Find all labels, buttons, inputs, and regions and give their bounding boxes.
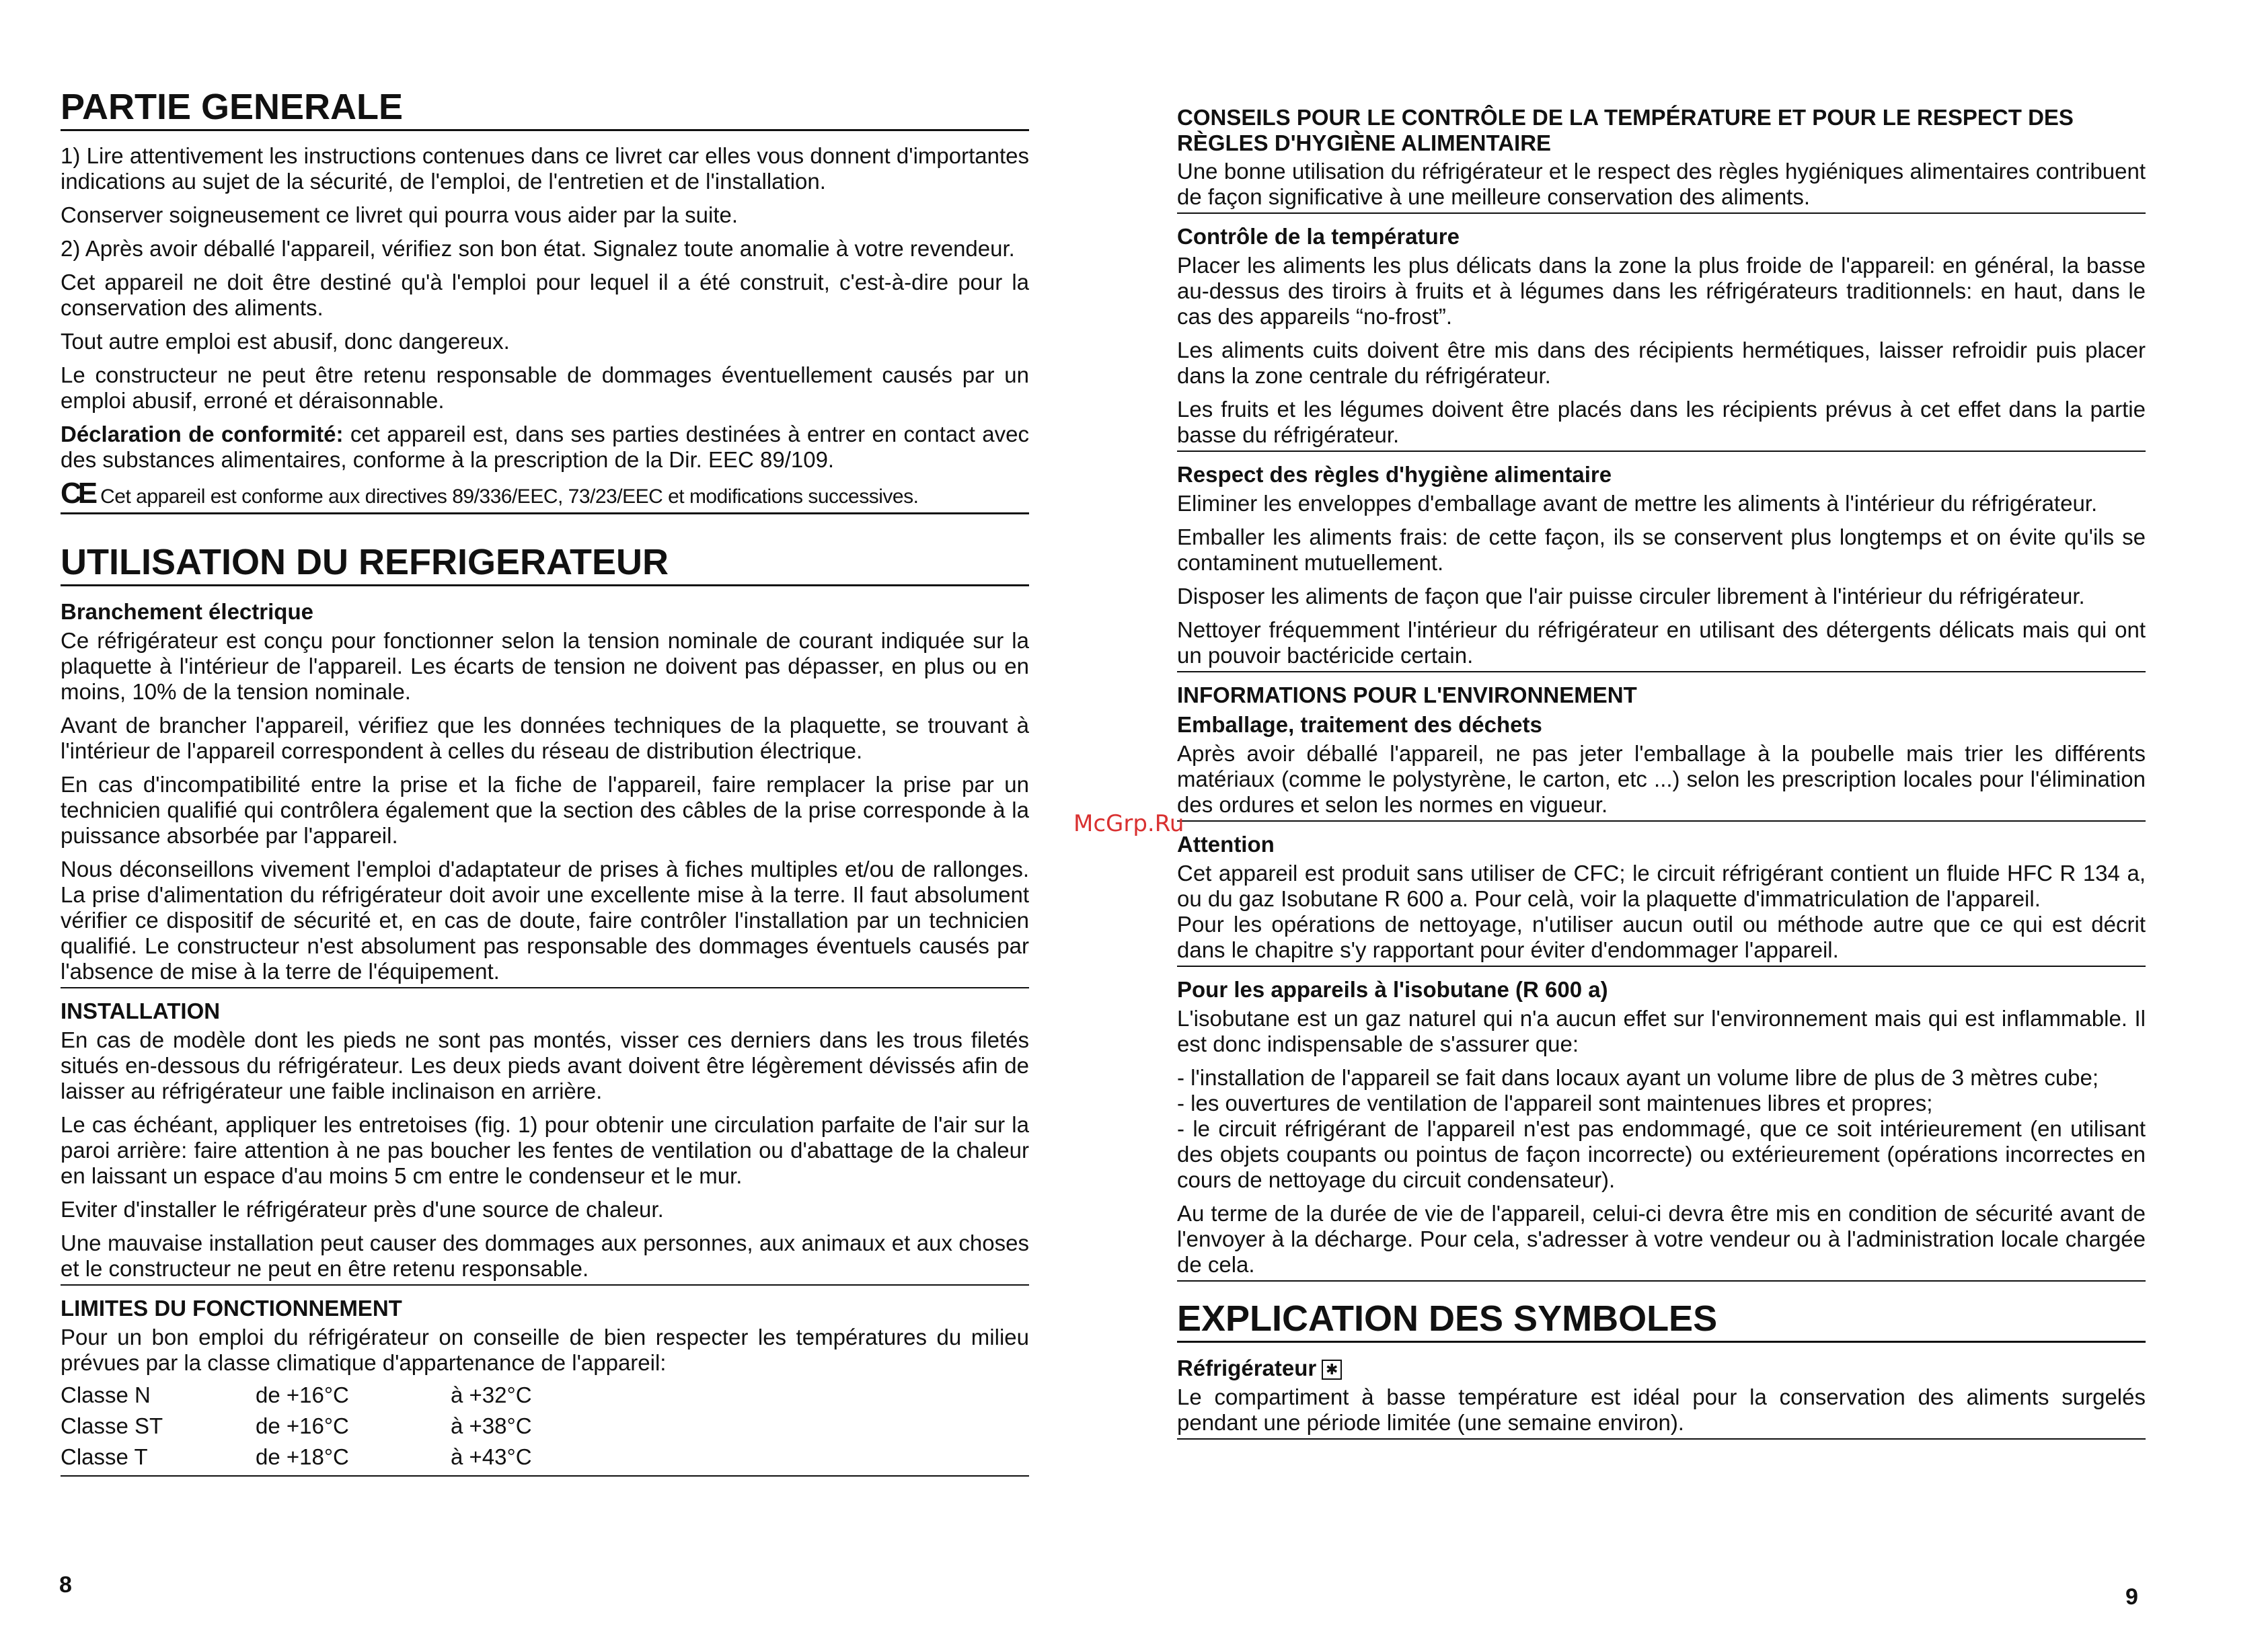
subsection-title-attention: Attention: [1177, 832, 1275, 857]
paragraph: Emballer les aliments frais: de cette façon, ils se conservent plus longtemps et on évite qu'ils se contaminent mutuellement.: [1177, 524, 2146, 575]
paragraph: Les fruits et les légumes doivent être placés dans les récipients prévus à cet effet dans la partie basse du réfrigérateur.: [1177, 397, 2146, 447]
class-from: de +16°C: [256, 1382, 349, 1407]
page-number-right: 9: [2125, 1584, 2138, 1610]
right-page: [1177, 0, 2146, 1449]
subsection-title-limites: LIMITES DU FONCTIONNEMENT: [61, 1296, 402, 1321]
class-name: Classe ST: [61, 1413, 163, 1438]
paragraph: Disposer les aliments de façon que l'air puisse circuler librement à l'intérieur du réfrigérateur.: [1177, 584, 2085, 609]
left-page: [61, 0, 1029, 1486]
paragraph: Les aliments cuits doivent être mis dans des récipients hermétiques, laisser refroidir puis placer dans la zone centrale du réfrigérateur.: [1177, 338, 2146, 388]
section-title-partie-generale: PARTIE GENERALE: [61, 86, 1029, 131]
paragraph: Nous déconseillons vivement l'emploi d'adaptateur de prises à fiches multiples et/ou de rallonges. La prise d'alimentation du réfrigérateur doit avoir une excellente mise à la terre. Il faut absolument vérifier ce dispositif de sécurité et, en cas de doute, faire contrôler l'installation par un technicien qualifié. Le constructeur n'est absolument pas responsable des dommages éventuels causés par l'absence de mise à la terre de l'équipement.: [61, 857, 1029, 984]
bullet-item: - les ouvertures de ventilation de l'appareil sont maintenues libres et propres;: [1177, 1091, 1933, 1116]
subsection-title-branchement: Branchement électrique: [61, 599, 313, 624]
class-to: à +43°C: [451, 1444, 532, 1469]
ce-notice: [61, 477, 1029, 514]
divider: [61, 1475, 1029, 1477]
class-name: Classe N: [61, 1382, 151, 1407]
table-row: [61, 1442, 532, 1473]
bullet-item: - l'installation de l'appareil se fait dans locaux ayant un volume libre de plus de 3 mètres cube;: [1177, 1065, 2099, 1090]
paragraph: Cet appareil ne doit être destiné qu'à l'emploi pour lequel il a été construit, c'est-à-dire pour la conservation des aliments.: [61, 270, 1029, 320]
watermark: McGrp.Ru: [1073, 810, 1184, 837]
declaration-text: cet appareil est, dans ses parties destinées à entrer en contact avec des substances alimentaires, conforme à la prescription de la Dir. EEC 89/109.: [61, 422, 1030, 472]
paragraph: Ce réfrigérateur est conçu pour fonctionner selon la tension nominale de courant indiquée sur la plaquette à l'intérieur de l'appareil. Les écarts de tension ne doivent pas dépasser, en plus ou en moins, 10% de la tension nominale.: [61, 628, 1029, 704]
class-to: à +32°C: [451, 1382, 532, 1407]
paragraph: Pour les opérations de nettoyage, n'utiliser aucun outil ou méthode autre que ce qui est décrit dans le chapitre s'y rapportant pour éviter d'endommager l'appareil.: [1177, 912, 2146, 962]
divider: [1177, 966, 2146, 967]
class-from: de +18°C: [256, 1444, 349, 1469]
paragraph: L'isobutane est un gaz naturel qui n'a aucun effet sur l'environnement mais qui est inflammable. Il est donc indispensable de s'assurer que:: [1177, 1006, 2146, 1056]
divider: [1177, 820, 2146, 822]
paragraph: Au terme de la durée de vie de l'appareil, celui-ci devra être mis en condition de sécurité avant de l'envoyer à la décharge. Pour cela, s'adresser à votre vendeur ou à l'administration locale chargée de cela.: [1177, 1201, 2146, 1277]
ce-mark-icon: CE: [61, 477, 94, 510]
paragraph: Cet appareil est produit sans utiliser de CFC; le circuit réfrigérant contient un fluide HFC R 134 a, ou du gaz Isobutane R 600 a. Pour celà, voir la plaquette d'immatriculation de l'appareil.: [1177, 861, 2146, 911]
subsection-title-installation: INSTALLATION: [61, 999, 221, 1023]
divider: [1177, 212, 2146, 214]
paragraph: Une bonne utilisation du réfrigérateur et le respect des règles hygiéniques alimentaires contribuent de façon significative à une meilleure conservation des aliments.: [1177, 159, 2146, 209]
class-to: à +38°C: [451, 1413, 532, 1438]
paragraph: En cas d'incompatibilité entre la prise et la fiche de l'appareil, faire remplacer la prise par un technicien qualifié qui contrôlera également que la section des câbles de la prise corresponde à la puissance absorbée par l'appareil.: [61, 772, 1029, 848]
declaration-conformite: [61, 422, 1029, 473]
paragraph: Une mauvaise installation peut causer des dommages aux personnes, aux animaux et aux choses et le constructeur ne peut en être retenu responsable.: [61, 1230, 1029, 1281]
paragraph: En cas de modèle dont les pieds ne sont pas montés, visser ces derniers dans les trous filetés situés en-dessous du réfrigérateur. Les deux pieds avant doivent être légèrement dévissés afin de laisser au réfrigérateur une faible inclinaison en arrière.: [61, 1027, 1029, 1103]
paragraph: Pour un bon emploi du réfrigérateur on conseille de bien respecter les températures du milieu prévues par la classe climatique d'appartenance de l'appareil:: [61, 1325, 1029, 1375]
section-title-conseils: CONSEILS POUR LE CONTRÔLE DE LA TEMPÉRATURE ET POUR LE RESPECT DES RÈGLES D'HYGIÈNE ALIMENTAIRE: [1177, 105, 2074, 155]
subsection-title-hygiene: Respect des règles d'hygiène alimentaire: [1177, 462, 1612, 487]
divider: [61, 987, 1029, 988]
paragraph: Conserver soigneusement ce livret qui pourra vous aider par la suite.: [61, 202, 739, 227]
paragraph: Le constructeur ne peut être retenu responsable de dommages éventuellement causés par un emploi abusif, erroné et déraisonnable.: [61, 362, 1029, 413]
declaration-label: Déclaration de conformité:: [61, 422, 344, 446]
table-row: [61, 1380, 532, 1411]
subsection-title-isobutane: Pour les appareils à l'isobutane (R 600 a): [1177, 977, 1608, 1002]
subsection-title-emballage: Emballage, traitement des déchets: [1177, 712, 1542, 737]
section-title-symboles: EXPLICATION DES SYMBOLES: [1177, 1298, 2146, 1343]
ce-text: Cet appareil est conforme aux directives 89/336/EEC, 73/23/EEC et modifications successives.: [100, 485, 919, 508]
section-title-environnement: INFORMATIONS POUR L'ENVIRONNEMENT: [1177, 682, 1637, 707]
paragraph: Le compartiment à basse température est idéal pour la conservation des aliments surgelés pendant une période limitée (une semaine environ).: [1177, 1384, 2146, 1435]
paragraph: Placer les aliments les plus délicats dans la zone la plus froide de l'appareil: en général, la basse au-dessus des tiroirs à fruits et à légumes dans les réfrigérateurs traditionnels: en haut, dans le cas des appareils “no-frost”.: [1177, 253, 2146, 329]
paragraph: Avant de brancher l'appareil, vérifiez que les données techniques de la plaquette, se trouvant à l'intérieur de l'appareil correspondent à celles du réseau de distribution électrique.: [61, 713, 1029, 763]
class-from: de +16°C: [256, 1413, 349, 1438]
section-title-utilisation: UTILISATION DU REFRIGERATEUR: [61, 541, 1029, 586]
paragraph: Tout autre emploi est abusif, donc dangereux.: [61, 329, 510, 354]
table-row: [61, 1411, 532, 1442]
class-name: Classe T: [61, 1444, 148, 1469]
refrigerateur-label: Réfrigérateur: [1177, 1356, 1317, 1380]
subsection-title-controle: Contrôle de la température: [1177, 224, 1460, 249]
climate-class-table: [61, 1380, 532, 1473]
divider: [1177, 1438, 2146, 1440]
paragraph: 2) Après avoir déballé l'appareil, vérifiez son bon état. Signalez toute anomalie à votre revendeur.: [61, 236, 1015, 261]
page-number-left: 8: [59, 1572, 72, 1598]
bullet-item: - le circuit réfrigérant de l'appareil n'est pas endommagé, que ce soit intérieurement (en utilisant des objets coupants ou pointus de façon incorrecte) ou extérieurement (opérations incorrectes en cours de nettoyage du circuit condensateur).: [1177, 1116, 2146, 1192]
divider: [61, 1284, 1029, 1286]
paragraph: Après avoir déballé l'appareil, ne pas jeter l'emballage à la poubelle mais trier les différents matériaux (comme le polystyrène, le carton, etc ...) selon les prescription locales pour l'élimination des ordures et selon les normes en vigueur.: [1177, 741, 2146, 817]
paragraph: Eliminer les enveloppes d'emballage avant de mettre les aliments à l'intérieur du réfrigérateur.: [1177, 491, 2098, 516]
subsection-title-refrigerateur: [1177, 1355, 2146, 1382]
divider: [1177, 451, 2146, 452]
snowflake-icon: ✱: [1322, 1360, 1342, 1380]
divider: [1177, 671, 2146, 672]
paragraph: Le cas échéant, appliquer les entretoises (fig. 1) pour obtenir une circulation parfaite de l'air sur la paroi arrière: faire attention à ne pas boucher les fentes de ventilation ou d'abattage de la chaleur en laissant un espace d'au moins 5 cm entre le condenseur et le mur.: [61, 1112, 1029, 1188]
paragraph: 1) Lire attentivement les instructions contenues dans ce livret car elles vous donnent d'importantes indications au sujet de la sécurité, de l'emploi, de l'entretien et de l'installation.: [61, 143, 1029, 194]
divider: [1177, 1280, 2146, 1282]
paragraph: Eviter d'installer le réfrigérateur près d'une source de chaleur.: [61, 1197, 664, 1222]
paragraph: Nettoyer fréquemment l'intérieur du réfrigérateur en utilisant des détergents délicats mais qui ont un pouvoir bactéricide certain.: [1177, 617, 2146, 668]
